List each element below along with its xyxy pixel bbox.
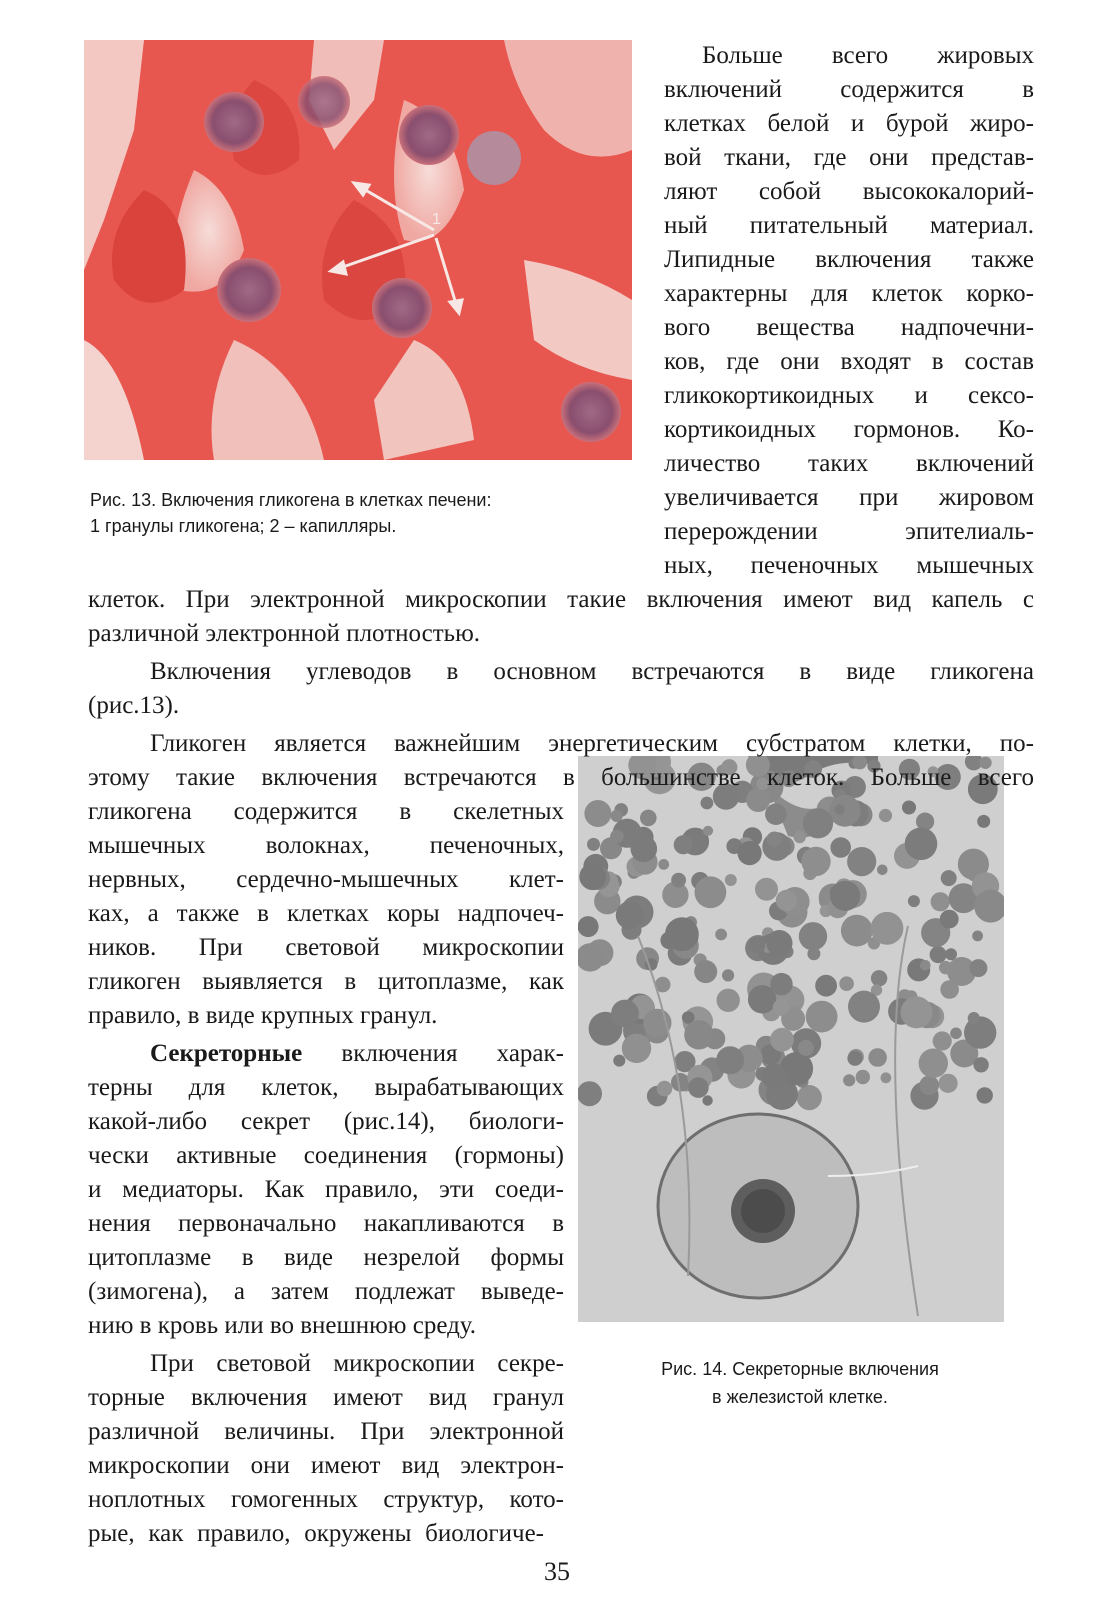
text-line: ных, печеночных мышечных — [664, 552, 1034, 579]
secretory-granule — [578, 916, 599, 937]
secretory-granule — [622, 1034, 651, 1063]
text-line: характерны для клеток корко- — [664, 280, 1034, 307]
secretory-granule — [613, 1055, 625, 1067]
secretory-granule — [640, 810, 657, 827]
secretory-granule — [715, 929, 727, 941]
secretory-granule — [578, 1081, 602, 1106]
text-line: ляют собой высококалорий- — [664, 178, 1034, 205]
secretory-granule — [695, 876, 727, 908]
figure-13-caption-line-2: 1 гранулы гликогена; 2 – капилляры. — [90, 516, 397, 536]
text-line: ный питательный материал. — [664, 212, 1034, 239]
secretory-granule — [657, 1081, 673, 1097]
secretory-granule — [631, 836, 658, 863]
text-line: личество таких включений — [664, 450, 1034, 477]
secretory-granule — [797, 1085, 822, 1110]
text-line: клеток. При электронной микроскопии такие включения имеют вид капель с — [88, 586, 1034, 613]
secretory-granule — [843, 1074, 855, 1086]
text-line: ков, где они входят в состав — [664, 348, 1034, 375]
secretory-granule — [776, 890, 797, 911]
secretory-granule — [703, 826, 713, 836]
secretory-granule — [939, 961, 952, 974]
text-line: различной электронной плотностью. — [88, 620, 480, 647]
secretory-granule — [815, 975, 837, 997]
secretory-granule — [701, 797, 714, 810]
secretory-granule — [755, 878, 778, 901]
secretory-granule — [919, 1049, 948, 1078]
secretory-granule — [765, 803, 787, 825]
secretory-granule — [881, 1072, 892, 1083]
secretory-granule — [830, 837, 851, 858]
secretory-granule — [941, 870, 957, 886]
text-line: нию в кровь или во внешнюю среду. — [88, 1312, 477, 1339]
secretory-granule — [806, 1001, 838, 1033]
figure-13-micrograph — [84, 40, 632, 460]
secretory-granule — [584, 800, 611, 827]
figure-13-callout-label: 1 — [432, 211, 441, 228]
text-line: Гликоген является важнейшим энергетическим субстратом клетки, по- — [150, 730, 1034, 757]
secretory-granule — [643, 1009, 671, 1037]
text-line: и медиаторы. Как правило, эти соеди- — [88, 1176, 564, 1203]
figure-14-caption-line-2: в железистой клетке. — [712, 1387, 888, 1407]
secretory-granule — [868, 1048, 887, 1067]
secretory-granule — [847, 1051, 862, 1066]
text-line: вой ткани, где они представ- — [664, 144, 1034, 171]
text-line: чески активные соединения (гормоны) — [88, 1142, 564, 1169]
figure-13-caption-line-1: Рис. 13. Включения гликогена в клетках печени: — [90, 490, 492, 510]
secretory-granule — [839, 976, 854, 991]
secretory-granule — [587, 838, 600, 851]
text-line: Включения углеводов в основном встречаются в виде гликогена — [150, 658, 1034, 685]
text-line: рые, как правило, окружены биологиче- — [88, 1520, 544, 1547]
secretory-granule — [688, 1077, 709, 1098]
secretory-granule — [610, 830, 624, 844]
text-line: гликокортикоидных и сексо- — [664, 382, 1034, 409]
secretory-granule — [871, 970, 887, 986]
text-line: включений содержится в — [664, 76, 1034, 103]
secretory-granule — [977, 1087, 993, 1103]
text-line: различной величины. При электронной — [88, 1418, 564, 1445]
secretory-granule — [871, 912, 904, 945]
secretory-granule — [773, 999, 790, 1016]
secretory-granule — [803, 808, 833, 838]
secretory-granule — [933, 1031, 952, 1050]
secretory-granule — [674, 835, 693, 854]
secretory-granule — [905, 828, 938, 861]
text-span: включения харак- — [302, 1040, 564, 1067]
secretory-granule — [767, 832, 782, 847]
secretory-granule — [856, 1070, 870, 1084]
text-line — [150, 1038, 564, 1070]
secretory-granule — [766, 930, 792, 956]
text-line: нервных, сердечно-мышечных клет- — [88, 866, 564, 893]
secretory-granule — [725, 874, 737, 886]
text-line: этому такие включения встречаются в большинстве клеток. Больше всего — [88, 764, 1034, 791]
secretory-granule — [968, 1012, 980, 1024]
secretory-granule — [950, 1028, 962, 1040]
text-line: правило, в виде крупных гранул. — [88, 1002, 438, 1029]
secretory-granule — [908, 895, 920, 907]
text-line: вого вещества надпочечни- — [664, 314, 1034, 341]
text-line: (зимогена), а затем подлежат выведе- — [88, 1278, 564, 1305]
secretory-granule — [829, 795, 861, 827]
page-number: 35 — [544, 1557, 570, 1586]
text-line: ников. При световой микроскопии — [88, 934, 564, 961]
secretory-granule — [616, 901, 644, 929]
secretory-granule — [841, 915, 873, 947]
text-line: ноплотных гомогенных структур, кото- — [88, 1486, 564, 1513]
figure-14-caption-line-1: Рис. 14. Секреторные включения — [661, 1359, 939, 1379]
text-line: Больше всего жировых — [702, 42, 1034, 69]
secretory-granule — [671, 873, 686, 888]
text-line: перерождении эпителиаль- — [664, 518, 1034, 545]
secretory-granule — [611, 1000, 639, 1028]
secretory-granule — [665, 917, 699, 951]
text-line: какой-либо секрет (рис.14), биологи- — [88, 1108, 564, 1135]
text-line: микроскопии они имеют вид электрон- — [88, 1452, 564, 1479]
secretory-granule — [799, 922, 827, 950]
secretory-granule — [920, 960, 931, 971]
text-line: терны для клеток, вырабатывающих — [88, 1074, 564, 1101]
secretory-granule — [939, 1074, 958, 1093]
secretory-granule — [931, 892, 950, 911]
secretory-granule — [930, 946, 947, 963]
secretory-granule — [902, 801, 916, 815]
figure-14-micrograph — [578, 756, 1004, 1322]
secretory-granule — [716, 1046, 744, 1074]
secretory-granule — [901, 996, 933, 1028]
secretory-granule — [847, 847, 876, 876]
text-line: ках, а также в клетках коры надпочеч- — [88, 900, 564, 927]
secretory-granule — [684, 1020, 713, 1049]
text-line: гликогена содержится в скелетных — [88, 798, 564, 825]
secretory-granule — [770, 973, 792, 995]
secretory-granule — [798, 1040, 814, 1056]
secretory-granule — [722, 969, 734, 981]
secretory-granule — [977, 815, 990, 828]
text-line: цитоплазме в виде незрелой формы — [88, 1244, 564, 1271]
secretory-granule — [972, 931, 983, 942]
secretory-granule — [579, 863, 606, 890]
text-line: При световой микроскопии секре- — [150, 1350, 564, 1377]
secretory-granule — [694, 960, 717, 983]
text-line: Липидные включения также — [664, 246, 1034, 273]
secretory-granule — [969, 959, 987, 977]
secretory-granule — [919, 1076, 939, 1096]
secretory-granule — [658, 859, 669, 870]
secretory-granule — [794, 831, 806, 843]
text-line: увеличивается при жировом — [664, 484, 1034, 511]
secretory-granule — [973, 1057, 988, 1072]
secretory-granule — [801, 847, 830, 876]
secretory-granule — [717, 989, 740, 1012]
text-line: (рис.13). — [88, 692, 180, 719]
secretory-granule — [940, 910, 959, 929]
text-line: мышечных волокнах, печеночных, — [88, 832, 564, 859]
secretory-granule — [830, 881, 860, 911]
secretory-granule — [879, 809, 892, 822]
secretory-granule — [877, 865, 888, 876]
secretory-granule — [848, 991, 880, 1023]
secretory-granule — [702, 1095, 712, 1105]
secretory-granule — [749, 937, 765, 953]
text-line: нения первоначально накапливаются в — [88, 1210, 564, 1237]
text-line: торные включения имеют вид гранул — [88, 1384, 564, 1411]
term-secretory: Секреторные — [150, 1040, 303, 1067]
secretory-granule — [738, 841, 762, 865]
text-line: гликоген выявляется в цитоплазме, как — [88, 968, 564, 995]
text-line: кортикоидных гормонов. Ко- — [664, 416, 1034, 443]
secretory-granule — [770, 1028, 794, 1052]
text-line: клетках белой и бурой жиро- — [664, 110, 1034, 137]
secretory-granule — [762, 1064, 788, 1090]
secretory-granule — [940, 980, 959, 999]
secretory-granule — [834, 804, 845, 815]
